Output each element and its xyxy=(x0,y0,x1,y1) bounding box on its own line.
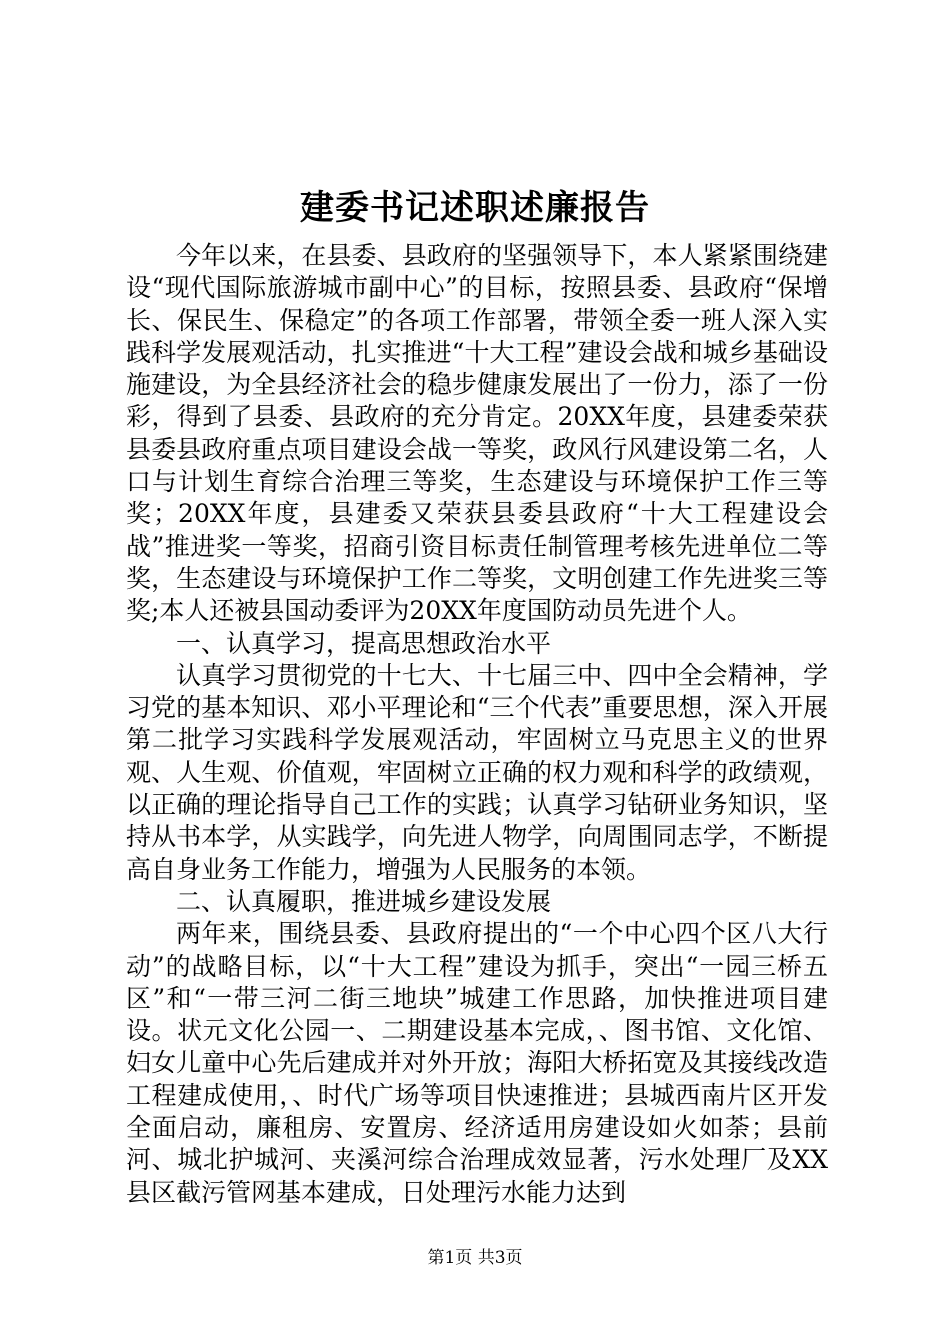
section-heading: 一、认真学习，提高思想政治水平 xyxy=(176,628,552,658)
page-footer: 第1页 共3页 xyxy=(427,1248,523,1268)
section-heading: 二、认真履职，推进城乡建设发展 xyxy=(176,886,552,916)
document-body xyxy=(126,240,828,1209)
paragraph: 认真学习贯彻党的十七大、十七届三中、四中全会精神，学习党的基本知识、邓小平理论和“三个代表”重要思想，深入开展第二批学习实践科学发展观活动，牢固树立马克思主义的世界观、人生观、价值观，牢固树立正确的权力观和科学的政绩观，以正确的理论指导自己工作的实践；认真学习钻研业务知识，坚持从书本学，从实践学，向先进人物学，向周围同志学，不断提高自身业务工作能力，增强为人民服务的本领。 xyxy=(126,660,828,884)
paragraph: 今年以来，在县委、县政府的坚强领导下，本人紧紧围绕建设“现代国际旅游城市副中心”的目标，按照县委、县政府“保增长、保民生、保稳定”的各项工作部署，带领全委一班人深入实践科学发展观活动，扎实推进“十大工程”建设会战和城乡基础设施建设，为全县经济社会的稳步健康发展出了一份力，添了一份彩，得到了县委、县政府的充分肯定。20XX年度，县建委荣获县委县政府重点项目建设会战一等奖，政风行风建设第二名，人口与计划生育综合治理三等奖，生态建设与环境保护工作三等奖；20XX年度，县建委又荣获县委县政府“十大工程建设会战”推进奖一等奖，招商引资目标责任制管理考核先进单位二等奖，生态建设与环境保护工作二等奖，文明创建工作先进奖三等奖;本人还被县国动委评为20XX年度国防动员先进个人。 xyxy=(126,241,828,626)
paragraph: 两年来，围绕县委、县政府提出的“一个中心四个区八大行动”的战略目标，以“十大工程”建设为抓手，突出“一园三桥五区”和“一带三河二街三地块”城建工作思路，加快推进项目建设。状元文化公园一、二期建设基本完成，、图书馆、文化馆、妇女儿童中心先后建成并对外开放；海阳大桥拓宽及其接线改造工程建成使用，、时代广场等项目快速推进；县城西南片区开发全面启动，廉租房、安置房、经济适用房建设如火如荼；县前河、城北护城河、夹溪河综合治理成效显著，污水处理厂及XX县区截污管网基本建成，日处理污水能力达到 xyxy=(126,919,828,1207)
page-title: 建委书记述职述廉报告 xyxy=(300,188,650,228)
